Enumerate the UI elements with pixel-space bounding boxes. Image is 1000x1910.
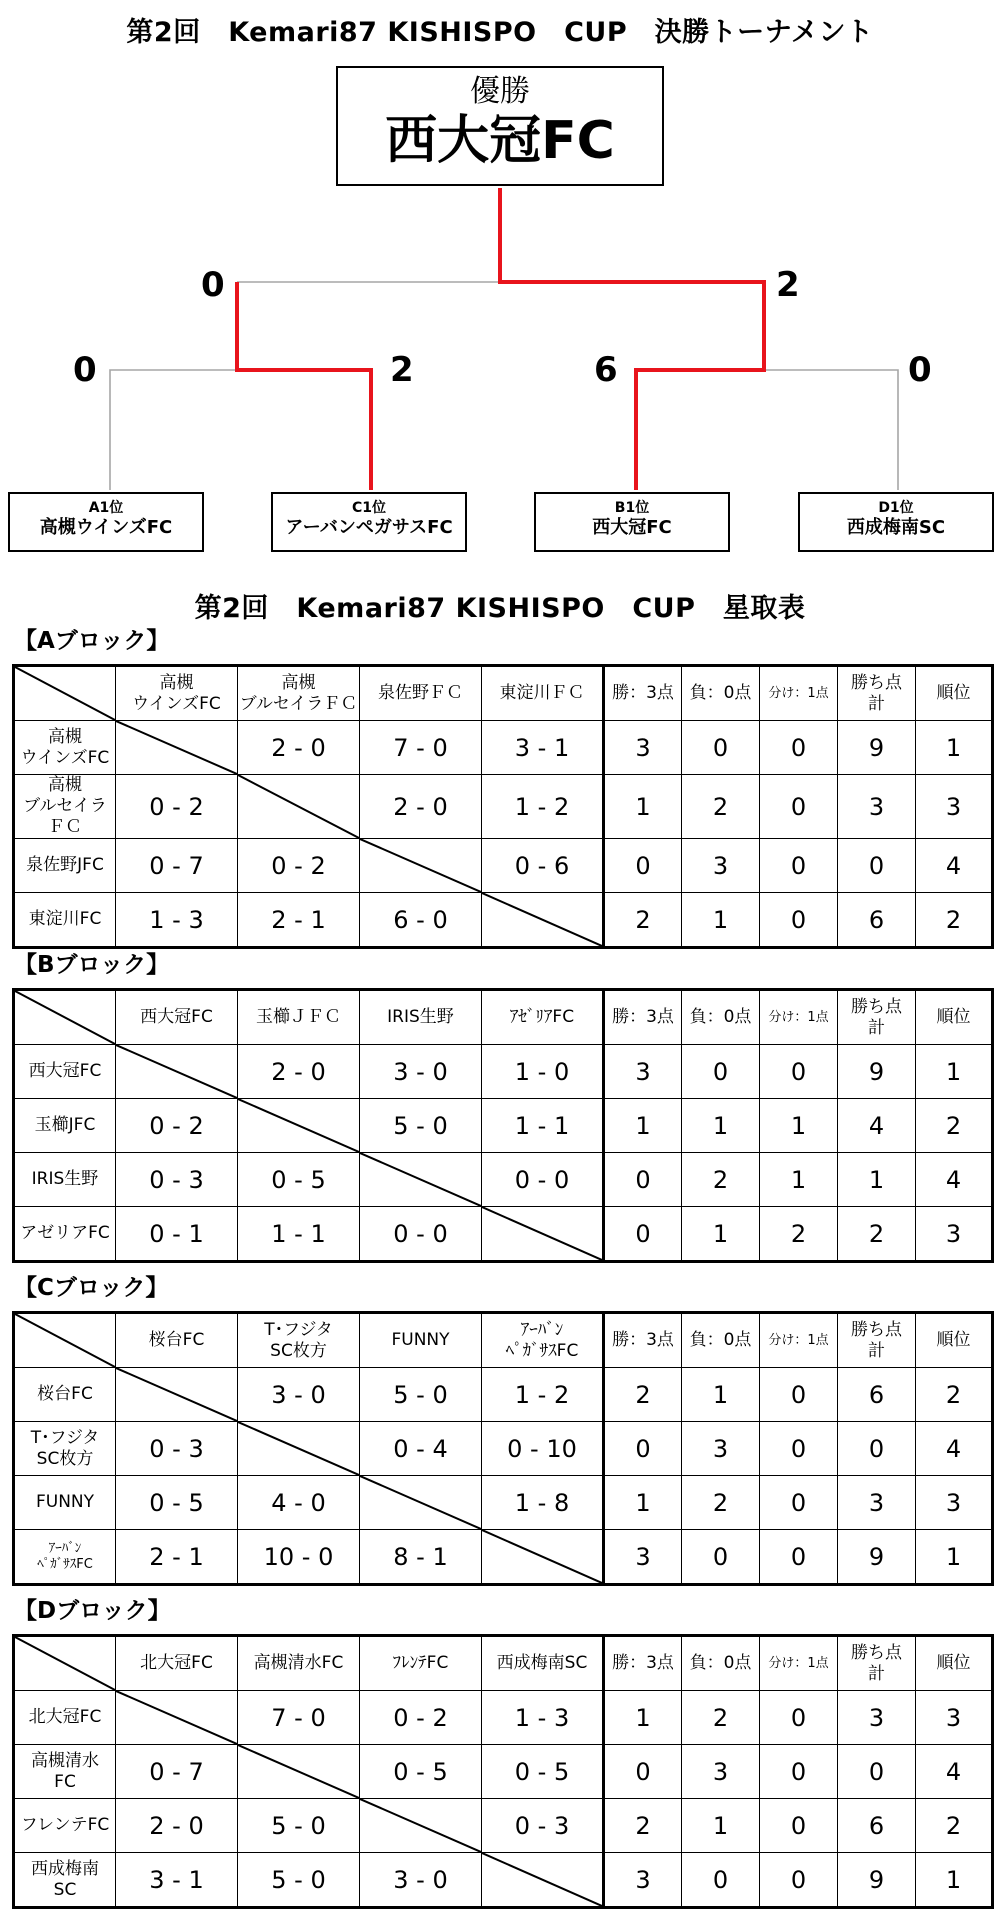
points-cell: 0 [838,1422,916,1476]
points-cell: 6 [838,1368,916,1422]
rank-cell: 2 [916,1799,993,1853]
opponent-header: T･フジタ SC枚方 [238,1313,360,1368]
stat-header: 分け：1点 [760,1313,838,1368]
points-cell: 3 [838,775,916,839]
match-result: 0 - 5 [482,1745,604,1799]
qf2-score-left: 6 [594,350,618,390]
diagonal-line [482,1207,602,1260]
losses-cell: 0 [682,721,760,775]
team-name-cell: フレンテFC [14,1799,116,1853]
match-result: 8 - 1 [360,1530,482,1585]
draws-cell: 0 [760,1745,838,1799]
qf1-score-left: 0 [73,350,97,390]
self-match-cell [238,1422,360,1476]
match-result: 4 - 0 [238,1476,360,1530]
rank-cell: 3 [916,1207,993,1262]
opponent-header: 東淀川ＦＣ [482,666,604,721]
table-row [14,1691,993,1745]
table-row [14,1045,993,1099]
points-cell: 6 [838,1799,916,1853]
self-match-cell [238,1745,360,1799]
team-name-cell: ｱｰﾊﾞﾝ ﾍﾟｶﾞｻｽFC [14,1530,116,1585]
wins-cell: 3 [604,1045,682,1099]
rank-cell: 4 [916,1745,993,1799]
stat-header: 勝：3点 [604,990,682,1045]
points-cell: 9 [838,1853,916,1908]
table-row [14,1530,993,1585]
stat-header: 負：0点 [682,990,760,1045]
rank-cell: 3 [916,1476,993,1530]
team-name: 西成梅南SC [846,517,946,538]
match-result: 0 - 2 [360,1691,482,1745]
losses-cell: 3 [682,1745,760,1799]
team-name-cell: FUNNY [14,1476,116,1530]
diagonal-line [15,1314,115,1367]
team-name-cell: 高槻 ブルセイラＦＣ [14,775,116,839]
rank-cell: 4 [916,839,993,893]
draws-cell: 1 [760,1153,838,1207]
losses-cell: 2 [682,1691,760,1745]
match-result: 5 - 0 [360,1099,482,1153]
self-match-cell [482,1853,604,1908]
wins-cell: 1 [604,1099,682,1153]
table-row [14,1745,993,1799]
opponent-header: IRIS生野 [360,990,482,1045]
stat-header: 負：0点 [682,1636,760,1691]
champion-label: 優勝 [470,74,530,109]
stat-header: 順位 [916,1313,993,1368]
match-result: 7 - 0 [360,721,482,775]
wins-cell: 3 [604,1853,682,1908]
match-result: 0 - 7 [116,1745,238,1799]
team-name-cell: 泉佐野JFC [14,839,116,893]
points-cell: 0 [838,1745,916,1799]
opponent-header: 高槻 ブルセイラＦＣ [238,666,360,721]
losses-cell: 1 [682,1099,760,1153]
bracket-team-d1 [798,492,994,552]
diagonal-line [116,1691,237,1744]
table-row [14,1422,993,1476]
match-result: 3 - 1 [116,1853,238,1908]
diagonal-line [238,775,359,838]
self-match-cell [360,1476,482,1530]
team-name-cell: アゼリアFC [14,1207,116,1262]
loser-line [764,370,898,490]
diagonal-line [116,1045,237,1098]
losses-cell: 0 [682,1853,760,1908]
winner-line [237,282,371,490]
block-title: 【Bブロック】 [14,952,170,978]
wins-cell: 0 [604,1745,682,1799]
opponent-header: ｱｰﾊﾞﾝ ﾍﾟｶﾞｻｽFC [482,1313,604,1368]
losing-paths [110,282,898,490]
losses-cell: 1 [682,893,760,948]
match-result: 5 - 0 [238,1799,360,1853]
block-title: 【Dブロック】 [14,1598,171,1624]
match-result: 0 - 5 [238,1153,360,1207]
stat-header: 勝：3点 [604,666,682,721]
corner-cell [14,666,116,721]
wins-cell: 1 [604,1476,682,1530]
team-position: B1位 [614,500,650,516]
loser-line [110,370,237,490]
self-match-cell [360,1799,482,1853]
stat-header: 順位 [916,990,993,1045]
match-result: 0 - 4 [360,1422,482,1476]
qf2-score-right: 0 [908,350,932,390]
match-result: 3 - 1 [482,721,604,775]
diagonal-line [238,1745,359,1798]
stat-header: 分け：1点 [760,990,838,1045]
rank-cell: 3 [916,775,993,839]
match-result: 0 - 10 [482,1422,604,1476]
table-row [14,775,993,839]
block-title: 【Cブロック】 [14,1275,169,1301]
diagonal-line [482,893,602,946]
opponent-header: 高槻清水FC [238,1636,360,1691]
match-result: 0 - 7 [116,839,238,893]
match-result: 2 - 0 [238,721,360,775]
points-cell: 9 [838,721,916,775]
champion-name: 西大冠FC [385,111,615,171]
team-name: アーバンペガサスFC [285,517,453,538]
draws-cell: 0 [760,1045,838,1099]
match-result: 3 - 0 [360,1853,482,1908]
qf1-score-right: 2 [390,350,414,390]
wins-cell: 1 [604,775,682,839]
diagonal-line [360,1153,481,1206]
self-match-cell [116,1045,238,1099]
losses-cell: 1 [682,1799,760,1853]
draws-cell: 0 [760,839,838,893]
match-result: 0 - 0 [482,1153,604,1207]
winner-line [500,188,764,490]
losses-cell: 2 [682,1476,760,1530]
match-result: 6 - 0 [360,893,482,948]
match-result: 0 - 2 [116,775,238,839]
team-name-cell: 高槻 ウインズFC [14,721,116,775]
match-result: 1 - 1 [482,1099,604,1153]
wins-cell: 2 [604,1368,682,1422]
opponent-header: ﾌﾚﾝﾃFC [360,1636,482,1691]
match-result: 1 - 2 [482,1368,604,1422]
draws-cell: 0 [760,1691,838,1745]
corner-cell [14,1313,116,1368]
losses-cell: 0 [682,1045,760,1099]
self-match-cell [360,839,482,893]
team-name-cell: T･フジタ SC枚方 [14,1422,116,1476]
draws-cell: 0 [760,1368,838,1422]
points-cell: 2 [838,1207,916,1262]
self-match-cell [238,775,360,839]
losses-cell: 2 [682,1153,760,1207]
match-result: 3 - 0 [360,1045,482,1099]
self-match-cell [116,1691,238,1745]
diagonal-line [238,1099,359,1152]
draws-cell: 0 [760,721,838,775]
points-cell: 4 [838,1099,916,1153]
match-result: 10 - 0 [238,1530,360,1585]
wins-cell: 3 [604,721,682,775]
match-result: 3 - 0 [238,1368,360,1422]
team-name-cell: IRIS生野 [14,1153,116,1207]
match-result: 0 - 0 [360,1207,482,1262]
match-result: 0 - 2 [116,1099,238,1153]
stat-header: 負：0点 [682,1313,760,1368]
wins-cell: 0 [604,1153,682,1207]
table-row [14,1099,993,1153]
match-result: 0 - 3 [116,1422,238,1476]
team-name-cell: 高槻清水 FC [14,1745,116,1799]
opponent-header: 高槻 ウインズFC [116,666,238,721]
table-row [14,721,993,775]
stat-header: 勝：3点 [604,1636,682,1691]
semi-score-right: 2 [776,265,800,305]
table-row [14,893,993,948]
stat-header: 分け：1点 [760,666,838,721]
stat-header: 勝ち点 計 [838,1313,916,1368]
diagonal-line [482,1530,602,1583]
opponent-header: 西大冠FC [116,990,238,1045]
tournament-title: 第2回 Kemari87 KISHISPO CUP 決勝トーナメント [126,17,874,48]
match-result: 0 - 5 [116,1476,238,1530]
team-name-cell: 西成梅南 SC [14,1853,116,1908]
rank-cell: 4 [916,1422,993,1476]
draws-cell: 0 [760,775,838,839]
team-position: A1位 [88,500,124,516]
opponent-header: 北大冠FC [116,1636,238,1691]
points-cell: 9 [838,1045,916,1099]
points-cell: 9 [838,1530,916,1585]
draws-cell: 0 [760,1799,838,1853]
match-result: 2 - 1 [116,1530,238,1585]
team-position: D1位 [878,500,914,516]
draws-cell: 0 [760,1530,838,1585]
wins-cell: 1 [604,1691,682,1745]
losses-cell: 2 [682,775,760,839]
match-result: 2 - 1 [238,893,360,948]
standings-table [12,1311,994,1586]
stat-header: 分け：1点 [760,1636,838,1691]
standings-table [12,1634,994,1909]
draws-cell: 0 [760,1853,838,1908]
losses-cell: 0 [682,1530,760,1585]
points-cell: 0 [838,839,916,893]
losses-cell: 1 [682,1368,760,1422]
semi-score-left: 0 [201,265,225,305]
stat-header: 順位 [916,1636,993,1691]
stat-header: 勝：3点 [604,1313,682,1368]
opponent-header: 西成梅南SC [482,1636,604,1691]
diagonal-line [360,1476,481,1529]
match-result: 2 - 0 [360,775,482,839]
rank-cell: 1 [916,1853,993,1908]
stat-header: 順位 [916,666,993,721]
match-result: 0 - 6 [482,839,604,893]
match-result: 2 - 0 [238,1045,360,1099]
table-row [14,1853,993,1908]
standings-title: 第2回 Kemari87 KISHISPO CUP 星取表 [194,593,806,624]
losses-cell: 3 [682,839,760,893]
match-result: 0 - 3 [482,1799,604,1853]
rank-cell: 2 [916,893,993,948]
rank-cell: 1 [916,721,993,775]
table-row [14,1207,993,1262]
match-result: 1 - 0 [482,1045,604,1099]
draws-cell: 1 [760,1099,838,1153]
team-name-cell: 北大冠FC [14,1691,116,1745]
diagonal-line [238,1422,359,1475]
wins-cell: 0 [604,839,682,893]
table-row [14,839,993,893]
match-result: 0 - 2 [238,839,360,893]
rank-cell: 1 [916,1045,993,1099]
wins-cell: 0 [604,1207,682,1262]
block-title: 【Aブロック】 [14,628,170,654]
self-match-cell [116,721,238,775]
diagonal-line [15,991,115,1044]
rank-cell: 2 [916,1368,993,1422]
corner-cell [14,1636,116,1691]
match-result: 1 - 3 [116,893,238,948]
team-name-cell: 桜台FC [14,1368,116,1422]
match-result: 2 - 0 [116,1799,238,1853]
bracket-team-c1 [271,492,467,552]
opponent-header: 桜台FC [116,1313,238,1368]
diagonal-line [15,1637,115,1690]
diagonal-line [116,1368,237,1421]
opponent-header: 玉櫛ＪＦＣ [238,990,360,1045]
self-match-cell [116,1368,238,1422]
wins-cell: 3 [604,1530,682,1585]
stat-header: 勝ち点 計 [838,990,916,1045]
team-name: 高槻ウインズFC [39,517,173,538]
stat-header: 負：0点 [682,666,760,721]
winning-paths [237,188,764,490]
diagonal-line [360,839,481,892]
match-result: 5 - 0 [360,1368,482,1422]
table-row [14,1799,993,1853]
draws-cell: 0 [760,1476,838,1530]
match-result: 5 - 0 [238,1853,360,1908]
stat-header: 勝ち点 計 [838,666,916,721]
standings-table [12,664,994,949]
diagonal-line [15,667,115,720]
match-result: 1 - 1 [238,1207,360,1262]
self-match-cell [482,1530,604,1585]
wins-cell: 2 [604,893,682,948]
points-cell: 6 [838,893,916,948]
self-match-cell [360,1153,482,1207]
team-name-cell: 東淀川FC [14,893,116,948]
corner-cell [14,990,116,1045]
team-name-cell: 西大冠FC [14,1045,116,1099]
match-result: 1 - 2 [482,775,604,839]
points-cell: 3 [838,1691,916,1745]
diagonal-line [482,1853,602,1906]
opponent-header: 泉佐野ＦＣ [360,666,482,721]
self-match-cell [238,1099,360,1153]
points-cell: 3 [838,1476,916,1530]
losses-cell: 3 [682,1422,760,1476]
points-cell: 1 [838,1153,916,1207]
standings-table [12,988,994,1263]
bracket-team-a1 [8,492,204,552]
table-row [14,1153,993,1207]
rank-cell: 1 [916,1530,993,1585]
opponent-header: ｱｾﾞﾘｱFC [482,990,604,1045]
team-name: 西大冠FC [592,517,672,538]
table-row [14,1476,993,1530]
match-result: 1 - 8 [482,1476,604,1530]
team-position: C1位 [351,500,386,516]
match-result: 0 - 3 [116,1153,238,1207]
table-row [14,1368,993,1422]
rank-cell: 3 [916,1691,993,1745]
diagonal-line [360,1799,481,1852]
losses-cell: 1 [682,1207,760,1262]
diagonal-line [116,721,237,774]
bracket-team-b1 [534,492,730,552]
champion-box [336,66,664,186]
team-name-cell: 玉櫛JFC [14,1099,116,1153]
draws-cell: 0 [760,1422,838,1476]
wins-cell: 0 [604,1422,682,1476]
self-match-cell [482,893,604,948]
opponent-header: FUNNY [360,1313,482,1368]
rank-cell: 4 [916,1153,993,1207]
match-result: 0 - 5 [360,1745,482,1799]
wins-cell: 2 [604,1799,682,1853]
match-result: 1 - 3 [482,1691,604,1745]
match-result: 0 - 1 [116,1207,238,1262]
match-result: 7 - 0 [238,1691,360,1745]
stat-header: 勝ち点 計 [838,1636,916,1691]
self-match-cell [482,1207,604,1262]
draws-cell: 2 [760,1207,838,1262]
draws-cell: 0 [760,893,838,948]
rank-cell: 2 [916,1099,993,1153]
